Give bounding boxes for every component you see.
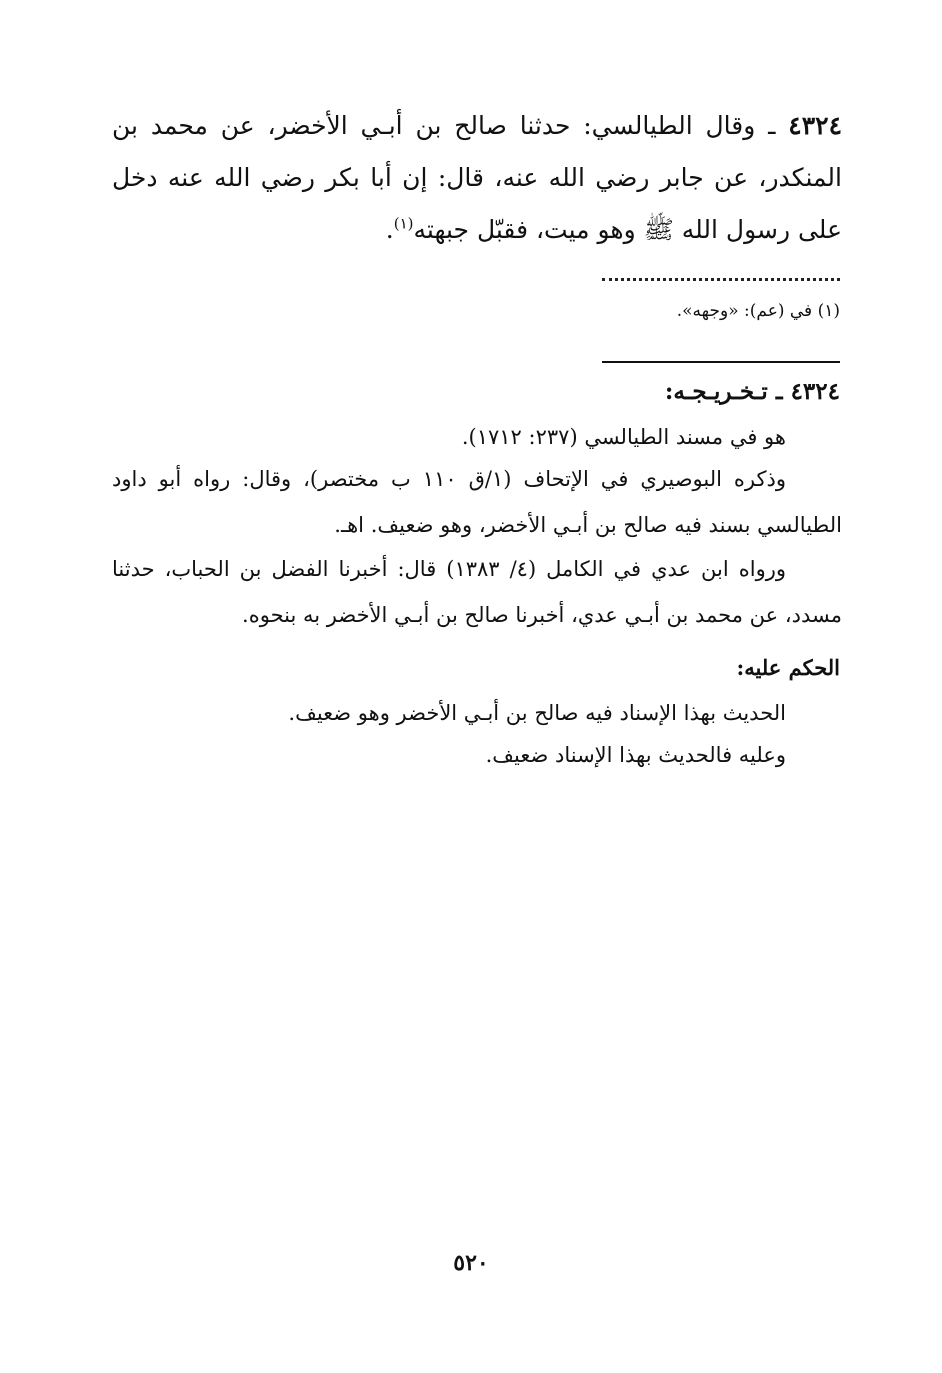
hukm-paragraph-2: وعليه فالحديث بهذا الإسناد ضعيف. xyxy=(485,743,786,767)
hadith-number: ٤٣٢٤ xyxy=(788,111,842,140)
footnote: (١) في (عم): «وجهه». xyxy=(676,301,840,321)
takhrij-paragraph-3: ورواه ابن عدي في الكامل (٤/ ١٣٨٣) قال: أخبرنا الفضل بن الحباب، حدثنا مسدد، عن محمد بن أبـي عدي، أخبرنا صالح بن أبـي الأخضر به بنحوه. xyxy=(112,557,842,627)
hadith-body: ـ وقال الطيالسي: حدثنا صالح بن أبـي الأخضر، عن محمد بن المنكدر، عن جابر رضي الله عنه، قال: إن أبا بكر رضي الله عنه دخل على رسول الله ﷺ وهو ميت، فقبّل جبهته xyxy=(112,111,842,244)
page-number: ٥٢٠ xyxy=(453,1250,489,1276)
hadith-text xyxy=(112,100,842,256)
takhrij-paragraph-1: هو في مسند الطيالسي (٢٣٧: ١٧١٢). xyxy=(461,425,786,449)
hukm-paragraph-1: الحديث بهذا الإسناد فيه صالح بن أبـي الأخضر وهو ضعيف. xyxy=(288,701,786,725)
takhrij-paragraph-2: وذكره البوصيري في الإتحاف (١/ق ١١٠ ب مختصر)، وقال: رواه أبو داود الطيالسي بسند فيه صالح بن أبـي الأخضر، وهو ضعيف. اهـ. xyxy=(112,467,842,537)
hukm-heading: الحكم عليه: xyxy=(736,655,840,680)
hadith-end: . xyxy=(385,215,394,244)
takhrij-heading: ٤٣٢٤ ـ تـخـريـجـه: xyxy=(664,378,840,405)
section-separator xyxy=(602,361,840,363)
footnote-marker: (١) xyxy=(393,214,414,233)
footnote-separator xyxy=(602,278,840,281)
